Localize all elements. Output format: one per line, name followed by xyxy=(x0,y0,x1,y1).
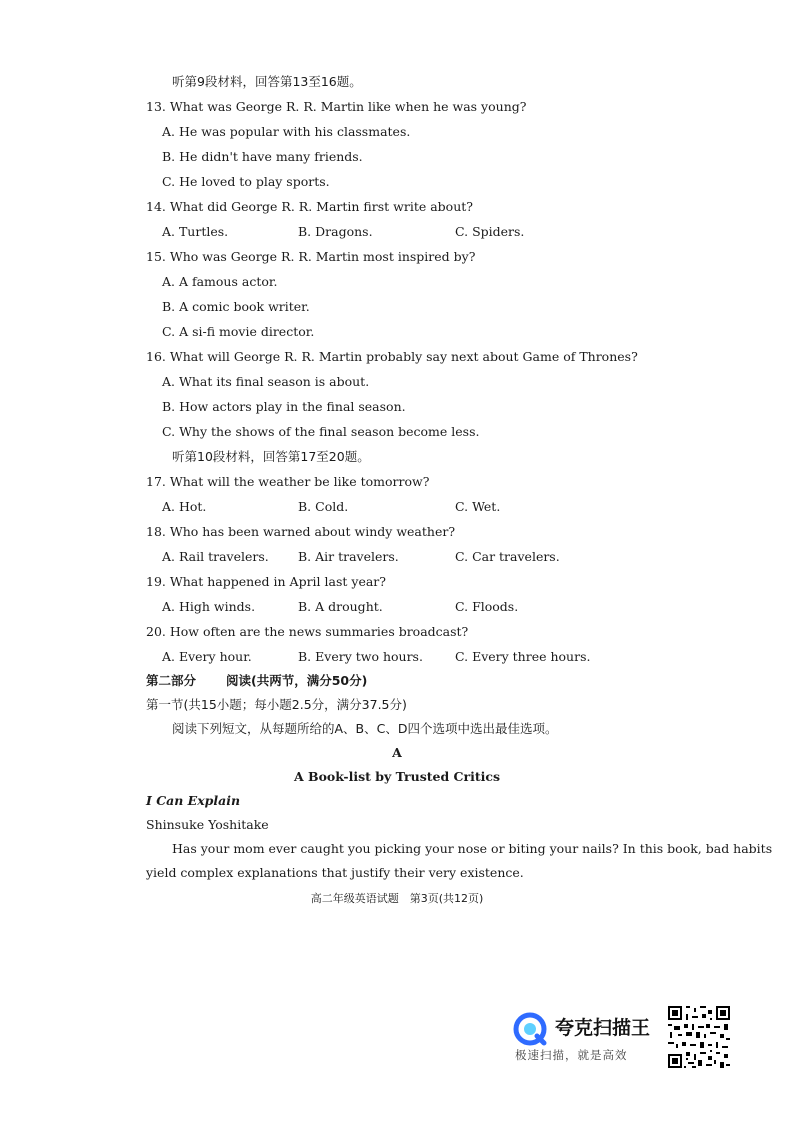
question-16-stem: 16. What will George R. R. Martin probably say next about Game of Thrones? xyxy=(146,349,638,364)
scanner-brand xyxy=(513,1008,663,1068)
question-20-option-c: C. Every three hours. xyxy=(455,649,591,664)
brand-name: 夸克扫描王 xyxy=(555,1017,651,1039)
question-13-option-b: B. He didn't have many friends. xyxy=(162,149,363,164)
question-20-option-b: B. Every two hours. xyxy=(298,649,423,664)
question-14-stem: 14. What did George R. R. Martin first write about? xyxy=(146,199,473,214)
question-18-option-c: C. Car travelers. xyxy=(455,549,560,564)
question-20-stem: 20. How often are the news summaries broadcast? xyxy=(146,624,469,639)
quark-logo-icon xyxy=(513,1012,547,1046)
qr-code-icon xyxy=(666,1004,732,1070)
page-footer: 高二年级英语试题 第3页(共12页) xyxy=(310,892,484,905)
question-17-option-c: C. Wet. xyxy=(455,499,501,514)
question-18-option-b: B. Air travelers. xyxy=(298,549,399,564)
part2-label: 第二部分 xyxy=(146,673,197,688)
paragraph-line-1: Has your mom ever caught you picking your nose or biting your nails? In this book, bad habits xyxy=(172,841,773,856)
question-14-option-c: C. Spiders. xyxy=(455,224,525,239)
question-15-stem: 15. Who was George R. R. Martin most inspired by? xyxy=(146,249,476,264)
question-18-option-a: A. Rail travelers. xyxy=(162,549,269,564)
question-19-option-a: A. High winds. xyxy=(162,599,256,614)
question-16-option-c: C. Why the shows of the final season become less. xyxy=(162,424,480,439)
section-instruction-10: 听第10段材料，回答第17至20题。 xyxy=(172,449,370,464)
passage-title: A Book-list by Trusted Critics xyxy=(293,769,501,784)
question-17-option-b: B. Cold. xyxy=(298,499,349,514)
brand-slogan: 极速扫描，就是高效 xyxy=(515,1048,628,1062)
part2-section1: 第一节(共15小题；每小题2.5分，满分37.5分) xyxy=(146,697,407,712)
question-19-stem: 19. What happened in April last year? xyxy=(146,574,386,589)
question-17-stem: 17. What will the weather be like tomorrow? xyxy=(146,474,430,489)
part2-title: 阅读(共两节，满分50分) xyxy=(226,673,368,688)
part2-instruction: 阅读下列短文，从每题所给的A、B、C、D四个选项中选出最佳选项。 xyxy=(172,721,558,736)
question-16-option-a: A. What its final season is about. xyxy=(162,374,370,389)
paragraph-line-2: yield complex explanations that justify their very existence. xyxy=(146,865,524,880)
question-14-option-a: A. Turtles. xyxy=(162,224,229,239)
question-16-option-b: B. How actors play in the final season. xyxy=(162,399,406,414)
question-13-option-a: A. He was popular with his classmates. xyxy=(162,124,411,139)
question-15-option-b: B. A comic book writer. xyxy=(162,299,310,314)
question-20-option-a: A. Every hour. xyxy=(162,649,252,664)
book-title: I Can Explain xyxy=(146,793,241,808)
section-instruction-9: 听第9段材料，回答第13至16题。 xyxy=(172,74,362,89)
question-18-stem: 18. Who has been warned about windy weather? xyxy=(146,524,456,539)
question-19-option-c: C. Floods. xyxy=(455,599,519,614)
passage-letter: A xyxy=(392,745,402,760)
question-15-option-c: C. A si-fi movie director. xyxy=(162,324,315,339)
book-author: Shinsuke Yoshitake xyxy=(146,817,269,832)
question-14-option-b: B. Dragons. xyxy=(298,224,373,239)
question-19-option-b: B. A drought. xyxy=(298,599,383,614)
question-15-option-a: A. A famous actor. xyxy=(162,274,278,289)
question-13-stem: 13. What was George R. R. Martin like when he was young? xyxy=(146,99,527,114)
question-17-option-a: A. Hot. xyxy=(162,499,207,514)
question-13-option-c: C. He loved to play sports. xyxy=(162,174,330,189)
